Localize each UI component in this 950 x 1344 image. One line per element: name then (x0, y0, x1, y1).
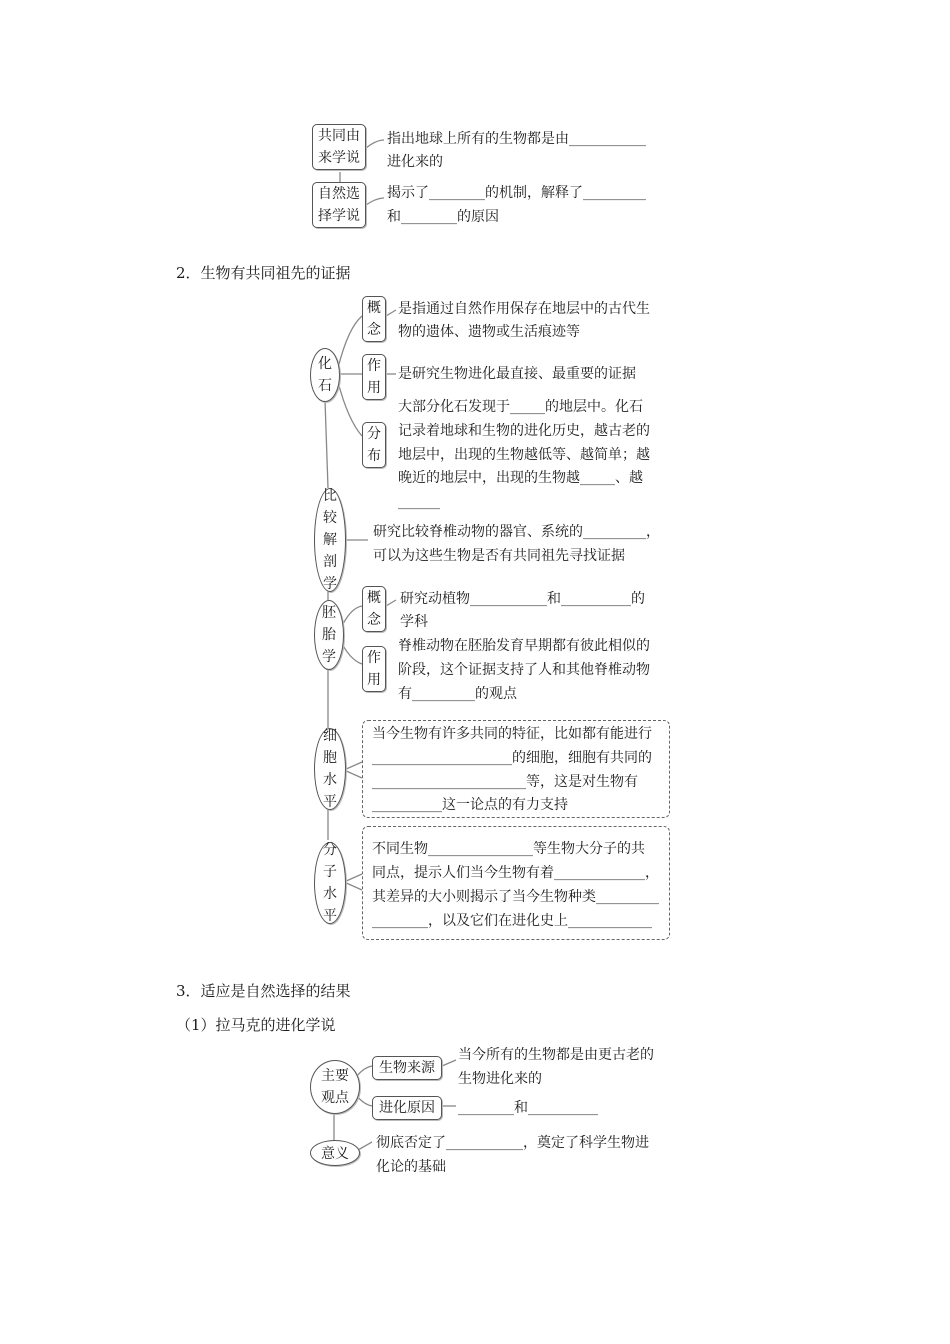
cause-label: 进化原因 (379, 1100, 435, 1116)
meaning-text-1: 彻底否定了___________，奠定了科学生物进 (376, 1135, 649, 1151)
embryology-concept-box (362, 586, 386, 632)
node-molecular-level-label: 分子水平 (323, 842, 337, 924)
section-2-heading: 2．生物有共同祖先的证据 (176, 264, 351, 282)
node-comparative-anatomy-label: 比较解剖学 (323, 488, 337, 592)
common-origin-text-1: 指出地球上所有的生物都是由___________ (387, 131, 646, 147)
fossil-concept-label: 概念 (367, 300, 381, 338)
cell-text-3: ______________________等，这是对生物有 (372, 774, 638, 790)
cause-text-1: ________和__________ (458, 1100, 598, 1116)
section-3-subheading: （1）拉马克的进化学说 (176, 1016, 336, 1034)
node-common-origin-line1: 共同由 (318, 128, 360, 144)
fossil-concept-box (362, 296, 386, 342)
embryology-role-text-3: 有_________的观点 (398, 686, 517, 702)
node-cell-level-label: 细胞水平 (323, 728, 337, 810)
fossil-dist-text-2: 记录着地球和生物的进化历史，越古老的 (398, 423, 650, 439)
anatomy-text-1: 研究比较脊椎动物的器官、系统的_________， (373, 524, 660, 540)
node-main-views (310, 1060, 360, 1114)
node-main-views-line2: 观点 (321, 1090, 349, 1106)
node-molecular-level (314, 842, 346, 924)
embryology-concept-text-2: 学科 (400, 614, 428, 630)
fossil-dist-text-1: 大部分化石发现于_____的地层中。化石 (398, 399, 643, 415)
origin-label-box (372, 1056, 442, 1080)
fossil-dist-text-4: 晚近的地层中，出现的生物越_____、越 (398, 470, 643, 486)
natural-selection-text-1: 揭示了________的机制，解释了_________ (387, 185, 646, 201)
molecular-text-2: 同点，提示人们当今生物有着_____________， (372, 865, 659, 881)
embryology-role-label: 作用 (367, 650, 381, 688)
origin-text-2: 生物进化来的 (458, 1071, 542, 1087)
meaning-text-2: 化论的基础 (376, 1159, 446, 1175)
fossil-distribution-box (362, 422, 386, 468)
fossil-distribution-label: 分布 (367, 426, 381, 464)
fossil-role-box (362, 354, 386, 400)
fossil-role-text-1: 是研究生物进化最直接、最重要的证据 (398, 366, 636, 382)
node-common-origin (312, 124, 366, 170)
cause-label-box (372, 1096, 442, 1120)
fossil-role-label: 作用 (367, 358, 381, 396)
fossil-dist-text-5: ______ (398, 494, 440, 510)
origin-text-1: 当今所有的生物都是由更古老的 (458, 1047, 654, 1063)
fossil-concept-text-2: 物的遗体、遗物或生活痕迹等 (398, 324, 580, 340)
molecular-text-1: 不同生物_______________等生物大分子的共 (372, 841, 645, 857)
node-natural-selection (312, 182, 366, 228)
node-fossil (310, 348, 340, 402)
node-comparative-anatomy (314, 488, 346, 592)
fossil-concept-text-1: 是指通过自然作用保存在地层中的古代生 (398, 301, 650, 317)
node-cell-level (314, 728, 346, 810)
node-natural-selection-line2: 择学说 (318, 208, 360, 224)
cell-text-1: 当今生物有许多共同的特征，比如都有能进行 (372, 726, 652, 742)
embryology-concept-label: 概念 (367, 590, 381, 628)
embryology-role-text-2: 阶段，这个证据支持了人和其他脊椎动物 (398, 662, 650, 678)
origin-label: 生物来源 (379, 1060, 435, 1076)
cell-text-4: __________这一论点的有力支持 (372, 797, 568, 813)
fossil-dist-text-3: 地层中，出现的生物越低等、越简单；越 (398, 447, 650, 463)
embryology-role-box (362, 646, 386, 692)
molecular-text-3: 其差异的大小则揭示了当今生物种类_________ (372, 889, 659, 905)
anatomy-text-2: 可以为这些生物是否有共同祖先寻找证据 (373, 548, 625, 564)
molecular-text-4: ________，以及它们在进化史上____________ (372, 913, 652, 929)
section-3-heading: 3．适应是自然选择的结果 (176, 982, 351, 1000)
cell-text-2: ____________________的细胞，细胞有共同的 (372, 750, 652, 766)
node-embryology-label: 胚胎学 (322, 605, 336, 665)
meaning-label: 意义 (321, 1146, 349, 1162)
node-fossil-label: 化石 (318, 356, 332, 394)
common-origin-text-2: 进化来的 (387, 154, 443, 170)
node-embryology (314, 600, 344, 670)
embryology-concept-text-1: 研究动植物___________和__________的 (400, 591, 645, 607)
node-natural-selection-line1: 自然选 (318, 186, 360, 202)
natural-selection-text-2: 和________的原因 (387, 209, 499, 225)
node-meaning (310, 1140, 360, 1166)
node-common-origin-line2: 来学说 (318, 150, 360, 166)
embryology-role-text-1: 脊椎动物在胚胎发育早期都有彼此相似的 (398, 638, 650, 654)
node-main-views-line1: 主要 (321, 1068, 349, 1084)
